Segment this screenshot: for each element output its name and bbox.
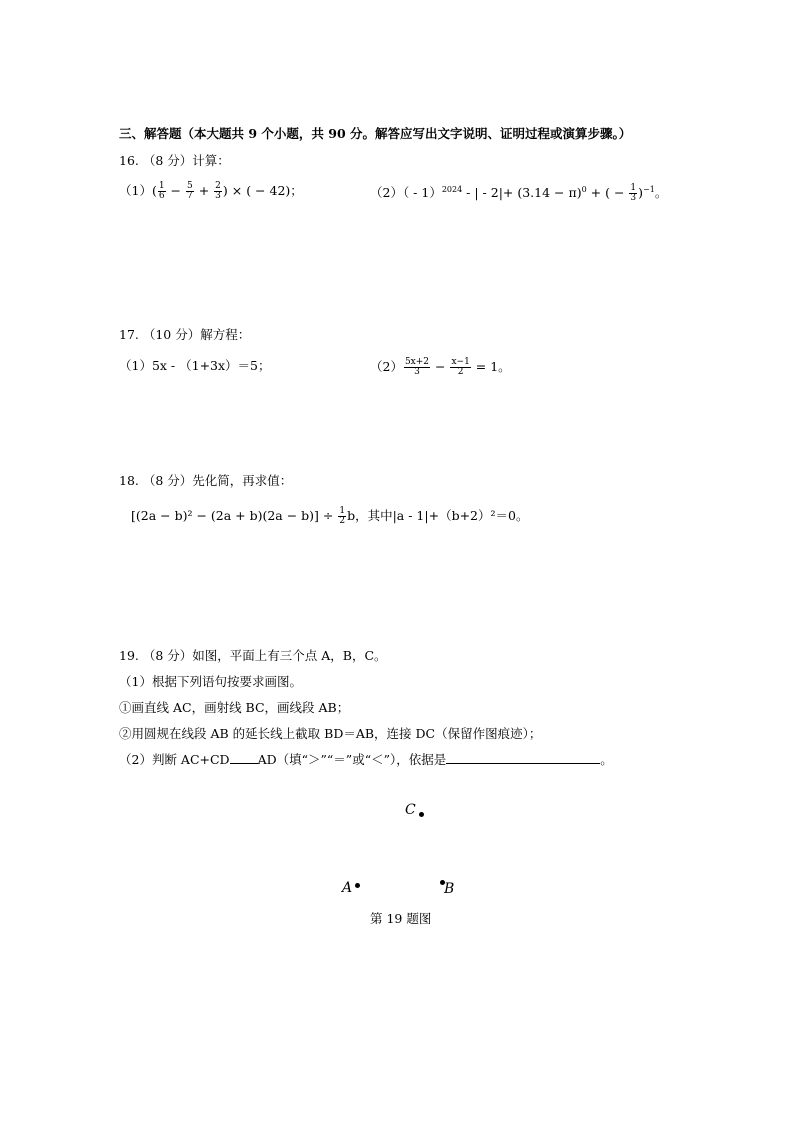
q16-part2-end: 。 <box>654 185 668 201</box>
answer-blank-reason[interactable] <box>446 753 600 764</box>
answer-blank-compare[interactable] <box>230 753 258 764</box>
q17-frac2: $\frac{x-1}{2}$ <box>451 357 470 377</box>
q17-part2-tail: = 1。 <box>471 359 511 374</box>
q16-part2-plus: + ( − <box>586 185 629 201</box>
q16-title: 16. （8 分）计算： <box>119 153 230 168</box>
point-c-label: C <box>405 802 416 818</box>
point-a-label: A <box>342 880 353 896</box>
figure-caption: 第 19 题图 <box>370 911 432 926</box>
q18-expression <box>131 507 528 526</box>
q19-sub2 <box>119 752 613 768</box>
q16-exp-zero: 0 <box>581 185 587 194</box>
q16-part2-prefix: （2）（ - 1） <box>370 185 442 201</box>
q19-sub2-end: 。 <box>600 752 613 767</box>
q19-title: 19. （8 分）如图，平面上有三个点 A，B，C。 <box>119 648 387 663</box>
q17-part1: （1）5x - （1+3x）＝5； <box>119 358 271 373</box>
q18-frac-half: $\frac{1}{2}$ <box>339 506 346 526</box>
point-b-label: B <box>444 881 455 897</box>
q19-sub2-a: （2）判断 AC+CD <box>119 752 230 767</box>
q16-part1: （1）( $\frac{1}{6}$ − $\frac{5}{7}$ + $\frac{2}{3}$ ) × ( − 42)； <box>119 181 303 201</box>
frac-5-7: $\frac{5}{7}$ <box>187 181 193 201</box>
q19-sub1: （1）根据下列语句按要求画图。 <box>119 674 302 689</box>
q16-part1-tail: × ( − 42)； <box>227 183 303 198</box>
q18-expr-tail: b，其中|a - 1|+（b+2）²＝0。 <box>347 508 529 523</box>
q16-part1-prefix: （1） <box>119 183 152 198</box>
q16-exp-neg1: −1 <box>643 185 655 194</box>
q17-part2-prefix: （2） <box>370 359 403 374</box>
q17-title: 17. （10 分）解方程： <box>119 327 251 342</box>
section-heading: 三、解答题（本大题共 9 个小题，共 90 分。解答应写出文字说明、证明过程或演算步骤。） <box>119 126 632 141</box>
frac-2-3: $\frac{2}{3}$ <box>215 181 221 201</box>
frac-1-3: $\frac{1}{3}$ <box>630 183 637 204</box>
point-c-dot <box>419 812 424 817</box>
q16-part2-mid: - | - 2|+ (3.14 − π) <box>462 185 582 201</box>
q19-item2: ②用圆规在线段 AB 的延长线上截取 BD＝AB，连接 DC（保留作图痕迹）； <box>119 726 542 741</box>
q18-expr: [(2a − b)² − (2a + b)(2a − b)] ÷ <box>131 508 338 523</box>
q17-part2: （2） $\frac{5x+2}{3}$ − $\frac{x-1}{2}$ = 1。 <box>370 357 511 377</box>
q19-sub2-b: AD（填“＞”“＝”或“＜”），依据是 <box>257 752 447 767</box>
frac-1-6: $\frac{1}{6}$ <box>158 181 165 201</box>
q19-item1: ①画直线 AC，画射线 BC，画线段 AB； <box>119 700 350 715</box>
point-a-dot <box>355 883 360 888</box>
q17-frac1: $\frac{5x+2}{3}$ <box>404 357 430 377</box>
q16-part2: （2）（ - 1）$^{2024}$ - | - $2|+ (3.14 - \pi)^0$ + ( − $\frac{1}{3}$ )$^{-1}$。 <box>370 183 668 204</box>
q18-title: 18. （8 分）先化简，再求值： <box>119 473 293 488</box>
q16-exp-2024: 2024 <box>441 185 463 194</box>
